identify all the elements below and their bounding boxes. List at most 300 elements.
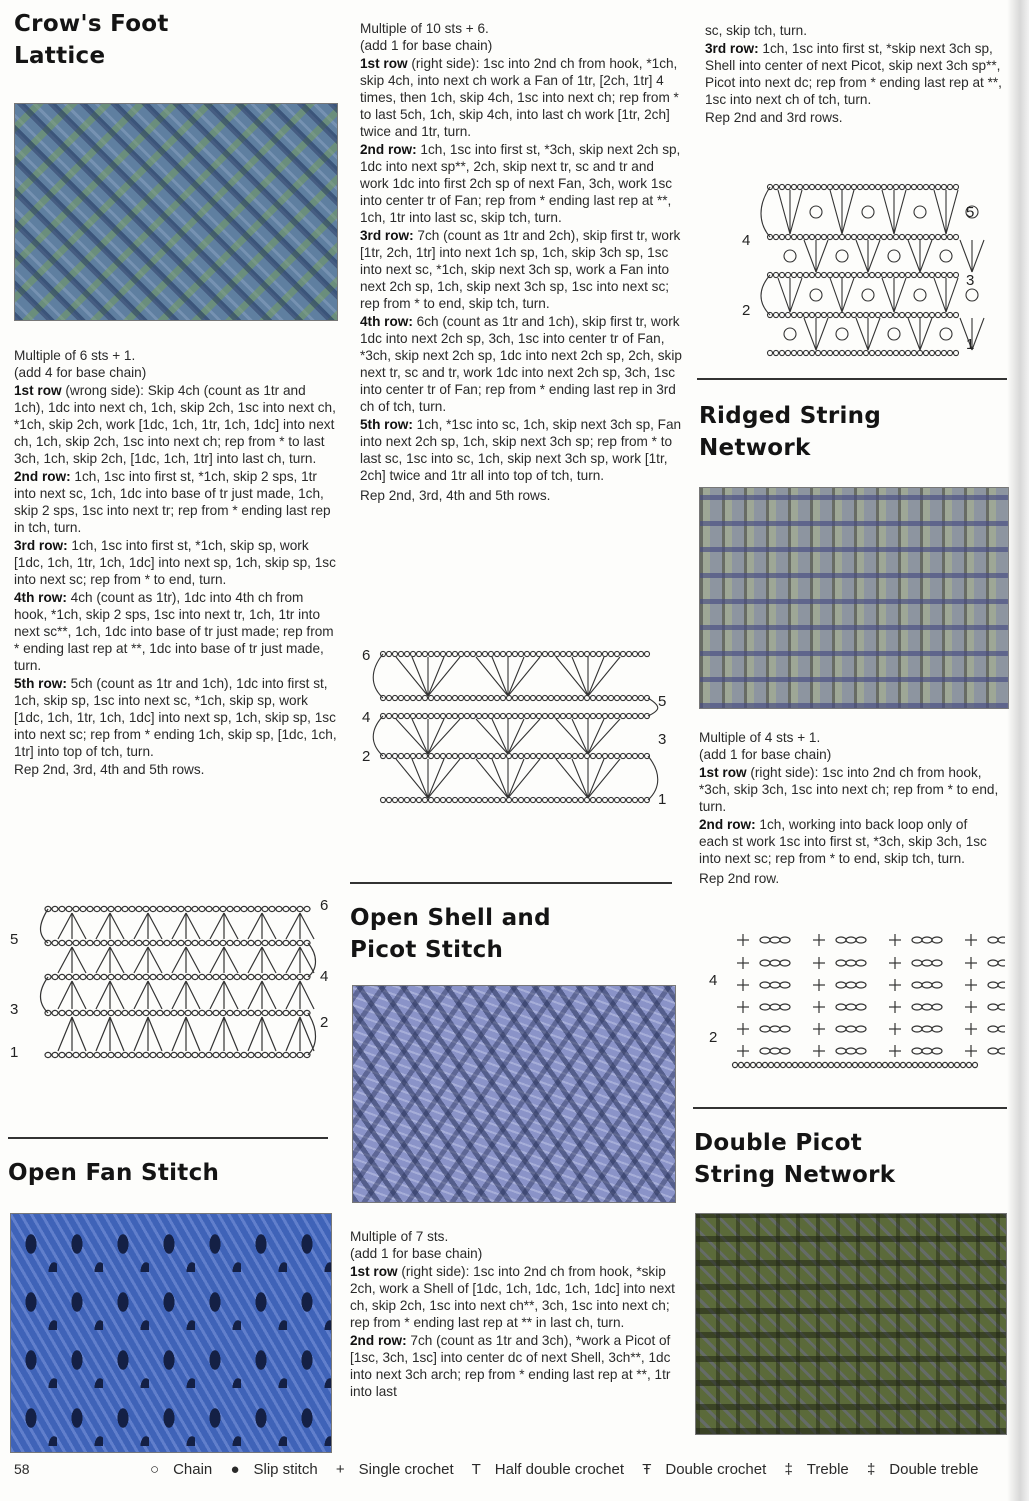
shell-stitch	[934, 190, 946, 234]
fan-stitch	[572, 719, 588, 754]
chain-stitch	[834, 184, 839, 189]
legend-slip-stitch: Slip stitch	[253, 1461, 318, 1478]
stitch-line	[172, 947, 186, 973]
stitch-line	[134, 913, 148, 939]
chain-stitch	[94, 1010, 100, 1015]
chain-stitch	[621, 753, 626, 758]
chain-stitch	[108, 906, 114, 911]
fan-stitch	[396, 759, 428, 798]
chain-stitch	[59, 906, 65, 911]
stitch-line	[148, 1017, 162, 1051]
picot	[914, 289, 926, 301]
stitch-line	[300, 913, 314, 939]
section-title-ridged-string	[699, 400, 881, 464]
chain-stitch	[405, 695, 410, 700]
fan-stitch	[476, 759, 508, 798]
chain-stitch	[525, 695, 530, 700]
shell-stitch	[856, 240, 868, 272]
chain-stitch	[615, 651, 620, 656]
chain-stitch	[122, 1052, 128, 1057]
chain-stitch	[171, 974, 177, 979]
chain-stitch	[804, 234, 809, 239]
shell-stitch	[778, 190, 790, 234]
chain-stitch	[870, 312, 875, 317]
chain-stitch	[906, 312, 911, 317]
shell-stitch	[894, 278, 906, 312]
chain-stitch	[799, 1062, 804, 1067]
chain-stitch	[988, 960, 998, 966]
chain-stitch	[537, 713, 542, 718]
chain-stitch	[858, 234, 863, 239]
chain-stitch	[206, 974, 212, 979]
row-label: 3rd row:	[360, 228, 414, 243]
row-text: (right side): 1sc into 2nd ch from hook, *skip 2ch, work a Shell of [1dc, 1ch, 1dc, 1ch, 1dc] into next ch, skip 2ch, 1sc into next ch**, 3ch, 1sc into next ch; rep from * ending last rep at ** in last ch, turn.	[350, 1264, 675, 1330]
row-list	[705, 40, 1005, 108]
chain-stitch	[573, 713, 578, 718]
chain-stitch	[760, 1048, 770, 1054]
chain-stitch	[399, 695, 404, 700]
chain-stitch	[627, 753, 632, 758]
stitch-line	[96, 981, 110, 1009]
chain-stitch	[822, 350, 827, 355]
chain-stitch	[852, 272, 857, 277]
chain-stitch	[597, 651, 602, 656]
chain-stitch	[52, 1052, 58, 1057]
chain-stitch	[435, 797, 440, 802]
chain-stitch	[441, 797, 446, 802]
chain-stitch	[234, 940, 240, 945]
stitch-line	[224, 981, 238, 1009]
title-line: Double Picot	[694, 1130, 862, 1156]
chain-stitch	[567, 651, 572, 656]
chain-stitch	[888, 234, 893, 239]
chain-stitch	[399, 651, 404, 656]
chain-stitch	[495, 753, 500, 758]
chain-stitch	[66, 1010, 72, 1015]
chain-stitch	[489, 713, 494, 718]
chain-stitch	[859, 1062, 864, 1067]
fan-stitch	[476, 657, 508, 696]
fan-stitch	[572, 759, 588, 798]
open-shell-continued	[705, 22, 1005, 126]
double-crochet-symbol-icon: Ŧ	[642, 1461, 652, 1478]
chain-stitch	[882, 272, 887, 277]
chain-stitch	[276, 940, 282, 945]
chain-stitch	[411, 753, 416, 758]
fan-stitch	[508, 657, 524, 696]
chain-stitch	[930, 312, 935, 317]
chain-stitch	[220, 1052, 226, 1057]
chain-stitch	[871, 1062, 876, 1067]
chain-stitch	[441, 713, 446, 718]
chain-stitch	[136, 906, 142, 911]
chain-stitch	[883, 1062, 888, 1067]
chain-stitch	[912, 350, 917, 355]
chain-stitch	[591, 695, 596, 700]
fan-stitch	[588, 657, 604, 696]
chain-stitch	[465, 753, 470, 758]
chain-stitch	[87, 906, 93, 911]
chain-stitch	[948, 272, 953, 277]
chain-stitch	[465, 695, 470, 700]
chain-stitch	[489, 753, 494, 758]
fan-stitch	[492, 719, 508, 754]
row-number: 6	[320, 897, 329, 914]
chain-stitch	[930, 184, 935, 189]
row-text: 1ch, *1sc into sc, 1ch, skip next 3ch sp, Fan into next 2ch sp, 1ch, skip next 3ch sp; rep from * to last sc, 1sc into sc, 1ch, skip next 3ch sp, work [1tr, 2ch] twice and 1tr all into top of tch, turn.	[360, 417, 682, 483]
chain-stitch	[549, 797, 554, 802]
chain-stitch	[59, 940, 65, 945]
chain-stitch	[234, 906, 240, 911]
chain-stitch	[387, 695, 392, 700]
chain-stitch	[276, 1010, 282, 1015]
chain-stitch	[561, 695, 566, 700]
chain-stitch	[393, 651, 398, 656]
fan-stitch	[412, 759, 428, 798]
chain-stitch	[283, 974, 289, 979]
fan-stitch	[476, 719, 508, 754]
chain-stitch	[585, 651, 590, 656]
stitch-line	[286, 913, 300, 939]
row-number: 1	[10, 1044, 19, 1061]
stitch-line	[96, 913, 110, 939]
shell-stitch	[830, 278, 842, 312]
chain-stitch	[66, 974, 72, 979]
chain-stitch	[924, 312, 929, 317]
double-treble-symbol-icon: ‡	[866, 1461, 876, 1478]
chain-stitch	[537, 797, 542, 802]
chain-stitch	[429, 651, 434, 656]
chain-stitch	[150, 1052, 156, 1057]
chain-stitch	[115, 1010, 121, 1015]
shell-stitch	[882, 190, 894, 234]
chain-stitch	[255, 974, 261, 979]
row-label: 5th row:	[14, 676, 67, 691]
fan-stitch	[412, 719, 428, 754]
shell-stitch	[934, 278, 946, 312]
chain-stitch	[45, 1052, 51, 1057]
chain-stitch	[889, 1062, 894, 1067]
chain-stitch	[122, 974, 128, 979]
chain-stitch	[262, 1052, 268, 1057]
chain-stitch	[816, 234, 821, 239]
chain-stitch	[213, 1010, 219, 1015]
chain-stitch	[94, 906, 100, 911]
chain-stitch	[227, 906, 233, 911]
chain-stitch	[248, 1010, 254, 1015]
stitch-line	[210, 913, 224, 939]
chain-stitch	[537, 695, 542, 700]
chain-stitch	[591, 797, 596, 802]
chain-stitch	[932, 960, 942, 966]
chain-stitch	[954, 312, 959, 317]
chain-stitch	[932, 1048, 942, 1054]
chain-stitch	[143, 940, 149, 945]
chain-stitch	[988, 982, 998, 988]
chain-stitch	[836, 982, 846, 988]
stitch-line	[224, 913, 238, 939]
chain-stitch	[998, 982, 1005, 988]
chain-stitch	[988, 1026, 998, 1032]
shell-stitch	[790, 278, 802, 312]
fan-stitch	[508, 719, 540, 754]
chain-stitch	[876, 312, 881, 317]
chain-stitch	[178, 1052, 184, 1057]
fan-stitch	[492, 759, 508, 798]
chain-stitch	[276, 906, 282, 911]
chain-stitch	[579, 753, 584, 758]
chain-stitch	[423, 695, 428, 700]
chain-stitch	[847, 1062, 852, 1067]
chain-stitch	[954, 184, 959, 189]
chain-stitch	[942, 350, 947, 355]
picot	[940, 328, 952, 340]
chain-stitch	[501, 753, 506, 758]
chain-stitch	[907, 1062, 912, 1067]
chain-stitch	[164, 940, 170, 945]
chain-stitch	[858, 312, 863, 317]
chain-stitch	[597, 797, 602, 802]
chain-stitch	[822, 184, 827, 189]
fan-stitch	[588, 759, 620, 798]
chain-stitch	[471, 651, 476, 656]
stitch-line	[248, 947, 262, 973]
stitch-line	[134, 981, 148, 1009]
chain-stitch	[924, 272, 929, 277]
chain-stitch	[80, 940, 86, 945]
chain-stitch	[66, 940, 72, 945]
chain-stitch	[882, 234, 887, 239]
chain-stitch	[519, 797, 524, 802]
stitch-line	[96, 947, 110, 973]
chain-stitch	[94, 974, 100, 979]
chain-stitch	[937, 1062, 942, 1067]
chain-stitch	[543, 753, 548, 758]
chain-stitch	[798, 234, 803, 239]
page-gutter-shadow	[1007, 0, 1029, 1501]
chain-stitch	[206, 940, 212, 945]
chain-stitch	[573, 651, 578, 656]
chain-stitch	[922, 1004, 932, 1010]
chain-stitch	[435, 753, 440, 758]
chain-stitch	[477, 797, 482, 802]
instruction-row	[360, 141, 682, 226]
chain-stitch	[423, 753, 428, 758]
chain-stitch	[206, 1052, 212, 1057]
fan-stitch	[428, 719, 460, 754]
row-number: 2	[709, 1029, 718, 1046]
chain-stitch	[115, 906, 121, 911]
chain-stitch	[129, 906, 135, 911]
base-chain-text: (add 4 for base chain)	[14, 365, 147, 380]
row-text: 1ch, 1sc into first st, *skip next 3ch sp, Shell into center of next Picot, skip next 3ch sp**, Picot into next dc; rep from * ending last rep at **, 1sc into next ch of tch, turn.	[705, 41, 1002, 107]
chain-stitch	[853, 1062, 858, 1067]
chain-stitch	[858, 184, 863, 189]
stitch-line	[186, 1017, 200, 1051]
chain-stitch	[213, 906, 219, 911]
shell-stitch	[868, 318, 880, 350]
multiple-text: Multiple of 4 sts + 1.	[699, 730, 821, 745]
chain-stitch	[555, 713, 560, 718]
chain-stitch	[525, 797, 530, 802]
chain-stitch	[770, 1026, 780, 1032]
chain-stitch	[627, 651, 632, 656]
stitch-line	[58, 1017, 72, 1051]
chain-stitch	[579, 713, 584, 718]
base-chain-text: (add 1 for base chain)	[360, 38, 493, 53]
row-text: (right side): 1sc into 2nd ch from hook, *1ch, skip 4ch, into next ch work a Fan of 1tr, [2ch, 1tr] 4 times, then 1ch, skip 4ch, 1sc into next ch; rep from * to last 5ch, 1ch, skip 4ch, into last ch work [1tr, 2ch] twice and 1tr, turn.	[360, 56, 679, 139]
chain-stitch	[185, 906, 191, 911]
chain-stitch	[206, 1010, 212, 1015]
divider	[350, 882, 672, 884]
chain-stitch	[255, 1010, 261, 1015]
chain-stitch	[922, 1026, 932, 1032]
chain-stitch	[248, 940, 254, 945]
fan-stitch	[508, 759, 524, 798]
stitch-line	[172, 981, 186, 1009]
chain-stitch	[73, 974, 79, 979]
shell-stitch	[960, 240, 972, 272]
chain-stitch	[591, 753, 596, 758]
chain-stitch	[780, 234, 785, 239]
chain-stitch	[840, 234, 845, 239]
chain-stitch	[164, 906, 170, 911]
chain-stitch	[465, 713, 470, 718]
instruction-row	[360, 55, 682, 140]
chain-stitch	[483, 797, 488, 802]
chain-stitch	[846, 1048, 856, 1054]
instruction-row	[14, 537, 338, 588]
chain-stitch	[80, 1010, 86, 1015]
chain-stitch	[936, 272, 941, 277]
chain-stitch	[59, 1052, 65, 1057]
chain-stitch	[836, 960, 846, 966]
chain-stitch	[501, 797, 506, 802]
fan-stitch	[396, 719, 428, 754]
chain-stitch	[918, 184, 923, 189]
divider	[8, 1137, 328, 1139]
chain-stitch	[900, 234, 905, 239]
chain-stitch	[591, 713, 596, 718]
chain-stitch	[297, 1010, 303, 1015]
stitch-line	[262, 1017, 276, 1051]
chain-stitch	[555, 797, 560, 802]
chain-stitch	[241, 940, 247, 945]
chain-stitch	[585, 695, 590, 700]
chain-stitch	[786, 272, 791, 277]
chain-stitch	[760, 960, 770, 966]
chain-stitch	[213, 974, 219, 979]
picot	[784, 250, 796, 262]
chain-stitch	[932, 1026, 942, 1032]
row-list	[699, 764, 999, 867]
chain-stitch	[101, 940, 107, 945]
row-number: 6	[362, 647, 371, 664]
chain-stitch	[770, 982, 780, 988]
chain-stitch	[199, 974, 205, 979]
chain-stitch	[199, 1052, 205, 1057]
chain-stitch	[150, 974, 156, 979]
chain-stitch	[792, 312, 797, 317]
chain-stitch	[52, 940, 58, 945]
chain-stitch	[417, 797, 422, 802]
chain-stitch	[164, 1052, 170, 1057]
chain-stitch	[459, 753, 464, 758]
chain-stitch	[255, 1052, 261, 1057]
chain-stitch	[417, 753, 422, 758]
chain-stitch	[157, 974, 163, 979]
chain-stitch	[178, 974, 184, 979]
chain-stitch	[185, 1052, 191, 1057]
page-footer	[0, 1455, 1029, 1495]
chain-stitch	[297, 940, 303, 945]
chain-stitch	[136, 940, 142, 945]
chain-stitch	[519, 713, 524, 718]
stitch-line	[148, 913, 162, 939]
chain-symbol-icon: ○	[150, 1461, 160, 1478]
chain-stitch	[94, 1052, 100, 1057]
chain-stitch	[760, 937, 770, 943]
chain-stitch	[780, 1048, 790, 1054]
chain-stitch	[585, 713, 590, 718]
chain-stitch	[924, 350, 929, 355]
chain-stitch	[924, 184, 929, 189]
chain-stitch	[810, 350, 815, 355]
legend-single-crochet: Single crochet	[358, 1461, 454, 1478]
chain-stitch	[804, 272, 809, 277]
chain-stitch	[59, 1010, 65, 1015]
chain-stitch	[108, 1052, 114, 1057]
chain-stitch	[73, 1052, 79, 1057]
chain-stitch	[856, 1048, 866, 1054]
chain-stitch	[429, 753, 434, 758]
chain-stitch	[846, 937, 856, 943]
chain-stitch	[489, 651, 494, 656]
chain-stitch	[876, 234, 881, 239]
chain-stitch	[59, 974, 65, 979]
chain-stitch	[227, 1010, 233, 1015]
row-number: 2	[320, 1014, 329, 1031]
chain-stitch	[792, 234, 797, 239]
instruction-row	[14, 675, 338, 760]
stitch-line	[300, 1017, 314, 1051]
chain-stitch	[101, 1010, 107, 1015]
picot	[836, 250, 848, 262]
chain-stitch	[639, 695, 644, 700]
chain-stitch	[864, 234, 869, 239]
chain-stitch	[283, 1052, 289, 1057]
chain-stitch	[922, 1048, 932, 1054]
chain-stitch	[525, 753, 530, 758]
picot	[940, 250, 952, 262]
shell-stitch	[972, 240, 984, 272]
title-line: Network	[699, 435, 811, 461]
chain-stitch	[241, 1052, 247, 1057]
chain-stitch	[810, 234, 815, 239]
chain-stitch	[87, 974, 93, 979]
chain-stitch	[405, 651, 410, 656]
chain-stitch	[87, 940, 93, 945]
chain-stitch	[477, 651, 482, 656]
chain-stitch	[108, 974, 114, 979]
chain-stitch	[269, 1052, 275, 1057]
chain-stitch	[597, 753, 602, 758]
row-label: 2nd row:	[350, 1333, 407, 1348]
chain-stitch	[621, 797, 626, 802]
fan-stitch	[556, 719, 588, 754]
chain-stitch	[597, 713, 602, 718]
chain-stitch	[387, 713, 392, 718]
